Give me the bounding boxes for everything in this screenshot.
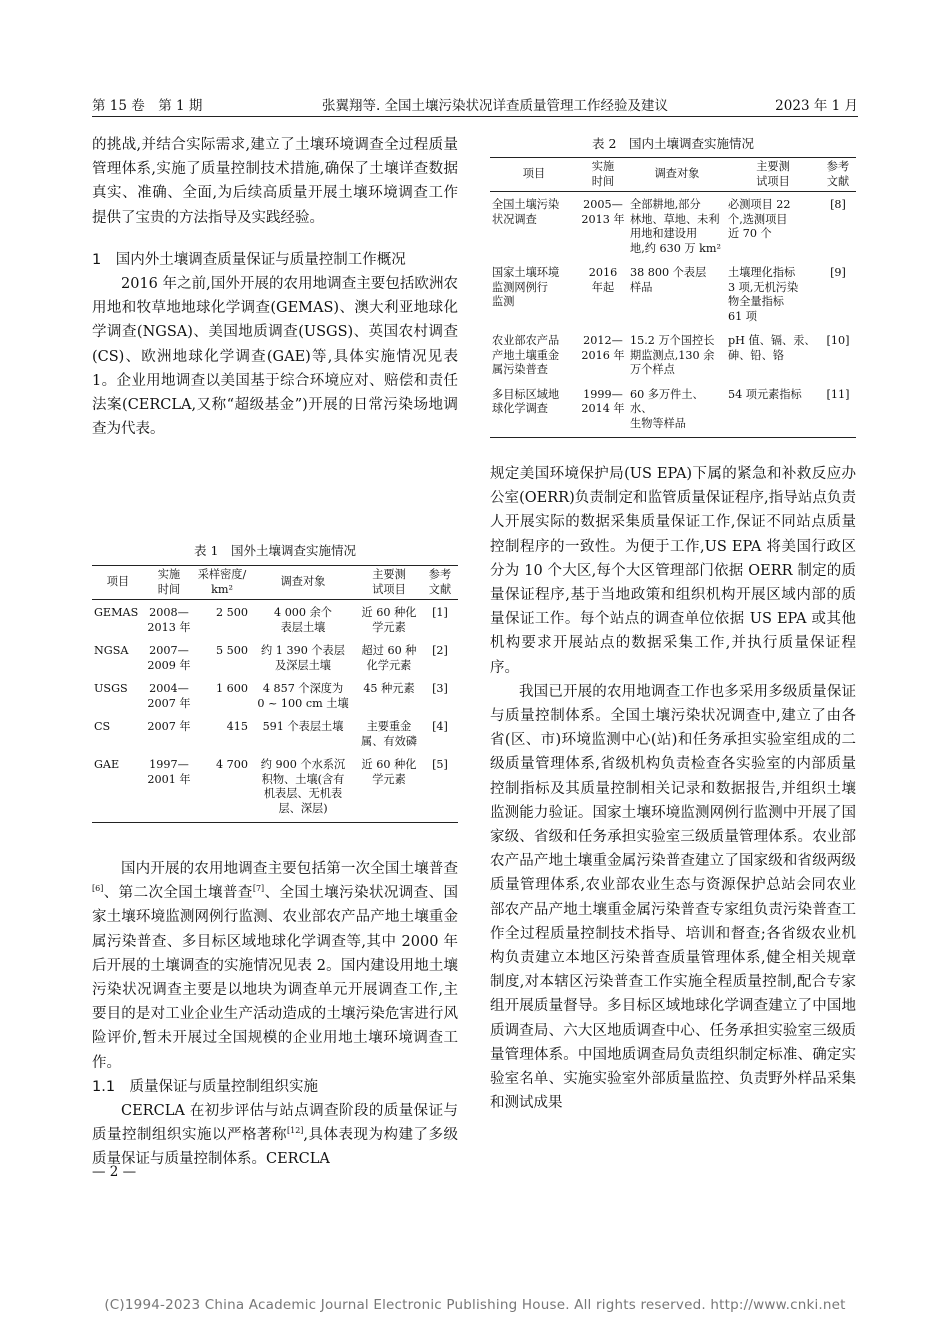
- table1-cell: NGSA: [94, 644, 129, 657]
- running-title: 张翼翔等. 全国土壤污染状况详查质量管理工作经验及建议: [321, 98, 669, 114]
- table1-header-2: 采样密度/ km²: [194, 566, 250, 600]
- table1-cell: 2008— 2013 年: [147, 606, 191, 634]
- table1-cell: 约 1 390 个表层 及深层土壤: [261, 644, 345, 672]
- table-row: [92, 600, 458, 638]
- citation-7: [7]: [252, 884, 265, 894]
- table2-cell: 农业部农产品 产地土壤重金 属污染普查: [492, 334, 560, 376]
- table2-cell: 土壤理化指标 3 项,无机污染 物全量指标 61 项: [728, 266, 799, 323]
- table2-cell: 全国土壤污染 状况调查: [492, 198, 560, 226]
- table1-cell: [4]: [432, 720, 448, 733]
- table2-header-2: 调查对象: [628, 158, 726, 192]
- left-column-top: [92, 133, 458, 441]
- table-row: [490, 380, 856, 438]
- table1-cell: 45 种元素: [363, 682, 415, 695]
- table1-cell: [3]: [432, 682, 448, 695]
- table2-cell: 2012— 2016 年: [581, 334, 625, 362]
- section-1-heading: 1 国内外土壤调查质量保证与质量控制工作概况: [92, 251, 406, 268]
- us-epa-paragraph: 规定美国环境保护局(US EPA)下属的紧急和补救反应办公室(OERR)负责制定和监管质量保证程序,指导站点负责人开展实际的数据采集质量保证工作,保证不同站点质量控制程序的一致性。为便于工作,US EPA 将美国行政区分为 10 个大区,每个大区管理部门依据 OERR 制定的质量保证程序,基于当地政策和组织机构开展区域内部的质量保证工作。每个站点的调查单位依据 US EPA 或其他机构要求开展站点的数据采集工作,并执行质量保证程序。: [490, 466, 856, 676]
- table1-cell: CS: [94, 720, 111, 733]
- table2-cell: 2016 年起: [588, 266, 618, 294]
- table2-cell: 54 项元素指标: [728, 387, 802, 401]
- table1-cell: 5 500: [215, 644, 248, 657]
- copyright-footer: (C)1994-2023 China Academic Journal Electronic Publishing House. All rights reserved. http://www.cnki.net: [104, 1297, 846, 1313]
- table1-cell: GEMAS: [94, 606, 139, 619]
- issue-date: 2023 年 1 月: [775, 98, 858, 114]
- left-column-bottom: [92, 857, 458, 1172]
- table2-cell: 38 800 个表层 样品: [630, 266, 707, 294]
- table-row: [92, 675, 458, 713]
- table1-cell: 4 700: [215, 758, 248, 771]
- section-1-1-heading: 1.1 质量保证与质量控制组织实施: [92, 1078, 319, 1095]
- table1-cell: 591 个表层土壤: [262, 720, 344, 733]
- table2: [490, 157, 856, 438]
- journal-volume: 第 15 卷 第 1 期: [92, 98, 203, 114]
- table1-cell: 2007— 2009 年: [147, 644, 191, 672]
- table1-caption: 表 1 国外土壤调查实施情况: [194, 543, 356, 558]
- table2-cell: 15.2 万个国控长 期监测点,130 余 万个样点: [630, 334, 715, 376]
- table1-cell: 2 500: [215, 606, 248, 619]
- table2-cell: [11]: [826, 387, 850, 401]
- header-rule: [92, 116, 858, 117]
- table1-cell: 2007 年: [147, 720, 191, 733]
- table1-header-4: 主要测 试项目: [356, 566, 422, 600]
- table1-header-5: 参考 文献: [422, 566, 458, 600]
- cercla-paragraph: CERCLA 在初步评估与站点调查阶段的质量保证与质量控制组织实施以严格著称[12],具体表现为构建了多级质量保证与质量控制体系。CERCLA: [92, 1103, 459, 1168]
- citation-12: [12]: [286, 1126, 304, 1136]
- section-1-paragraph: 2016 年之前,国外开展的农用地调查主要包括欧洲农用地和牧草地地球化学调查(GEMAS)、澳大利亚地球化学调查(NGSA)、美国地质调查(USGS)、英国农村调查(CS)、欧洲地球化学调查(GAE)等,具体实施情况见表 1。企业用地调查以美国基于综合环境应对、赔偿和责任法案(CERCLA,又称“超级基金”)开展的日常污染场地调查为代表。: [92, 276, 458, 438]
- china-qa-paragraph: 我国已开展的农用地调查工作也多采用多级质量保证与质量控制体系。全国土壤污染状况调查中,建立了由各省(区、市)环境监测中心(站)和任务承担实验室组成的二级质量管理体系,省级机构负责检查各实验室的内部质量控制指标及其质量控制相关记录和数据报告,并组织土壤监测能力验证。国家土壤环境监测网例行监测中开展了国家级、省级和任务承担实验室三级质量管理体系。农业部农产品产地土壤重金属污染普查建立了国家级和省级两级质量管理体系,农业部农业生态与资源保护总站会同农业部农产品产地土壤重金属污染普查专家组负责污染普查工作全过程质量控制技术指导、培训和督查;各省级农业机构负责建立本地区污染普查质量管理体系,健全相关规章制度,对本辖区污染普查工作实施全程质量控制,配合专家组开展质量督导。多目标区域地球化学调查建立了中国地质调查局、六大区地质调查中心、任务承担实验室三级质量管理体系。中国地质调查局负责组织制定标准、确定实验室名单、实施实验室外部质量监控、负责野外样品采集和测试成果: [490, 683, 856, 1112]
- table-row: [92, 713, 458, 751]
- table1-cell: USGS: [94, 682, 128, 695]
- right-column: [490, 462, 856, 1115]
- table2-cell: pH 值、镉、汞、 砷、铅、铬: [728, 334, 816, 362]
- table2-cell: 1999— 2014 年: [581, 387, 625, 415]
- table1-cell: 1997— 2001 年: [147, 758, 191, 786]
- table-row: [490, 192, 856, 259]
- table2-cell: [9]: [830, 266, 846, 279]
- domestic-survey-paragraph: 国内开展的农用地调查主要包括第一次全国土壤普查[6]、第二次全国土壤普查[7]、全国土壤污染状况调查、国家土壤环境监测网例行监测、农业部农产品产地土壤重金属污染普查、多目标区域地球化学调查等,其中 2000 年后开展的土壤调查的实施情况见表 2。国内建设用地土壤污染状况调查主要是以地块为调查单元开展调查工作,主要目的是对工业企业生产活动造成的土壤污染危害进行风险评价,暂未开展过全国规模的企业用地土壤环境调查工作。: [92, 861, 459, 1071]
- table2-header-0: 项目: [490, 158, 578, 192]
- table1-header-0: 项目: [92, 566, 144, 600]
- table1-cell: 1 600: [215, 682, 248, 695]
- table1-cell: 近 60 种化 学元素: [361, 606, 417, 634]
- table1-cell: [2]: [432, 644, 448, 657]
- table2-caption: 表 2 国内土壤调查实施情况: [592, 136, 754, 151]
- table1-header-3: 调查对象: [250, 566, 356, 600]
- table1-cell: 415: [226, 720, 248, 733]
- table2-cell: 60 多万件土、水、 生物等样品: [630, 387, 704, 430]
- table-row: [92, 751, 458, 823]
- table1-cell: 约 900 个水系沉 积物、土壤(含有 机表层、无机表 层、深层): [260, 758, 346, 815]
- intro-paragraph: 的挑战,并结合实际需求,建立了土壤环境调查全过程质量管理体系,实施了质量控制技术措施,确保了土壤详查数据真实、准确、全面,为后续高质量开展土壤环境调查工作提供了宝贵的方法指导及实践经验。: [92, 137, 458, 226]
- table1-cell: 超过 60 种 化学元素: [361, 644, 417, 672]
- table2-cell: 国家土壤环境 监测网例行 监测: [492, 266, 560, 308]
- table1-cell: 4 000 余个 表层土壤: [274, 606, 332, 634]
- table2-header-1: 实施 时间: [578, 158, 628, 192]
- table2-header-3: 主要测 试项目: [726, 158, 820, 192]
- table2-cell: [8]: [830, 198, 846, 211]
- table2-cell: 多目标区域地 球化学调查: [492, 387, 560, 415]
- table1-header-1: 实施 时间: [144, 566, 194, 600]
- table1-cell: GAE: [94, 758, 120, 771]
- table-row: [490, 258, 856, 326]
- table1-cell: 2004— 2007 年: [147, 682, 191, 710]
- table1-cell: [5]: [432, 758, 448, 771]
- table-row: [490, 326, 856, 380]
- page-number: — 2 —: [92, 1164, 137, 1180]
- table2-cell: [10]: [826, 334, 850, 347]
- table1-cell: 主要重金 属、有效磷: [361, 720, 417, 748]
- table2-cell: 全部耕地,部分 林地、草地、未利 用地和建设用 地,约 630 万 km²: [630, 198, 722, 255]
- table2-cell: 必测项目 22 个,选测项目 近 70 个: [728, 198, 791, 240]
- table2-header-4: 参考 文献: [820, 158, 856, 192]
- table1: [92, 565, 458, 823]
- table2-cell: 2005— 2013 年: [581, 198, 625, 226]
- citation-6: [6]: [92, 884, 104, 894]
- table-row: [92, 637, 458, 675]
- table1-cell: [1]: [432, 606, 448, 619]
- table1-cell: 4 857 个深度为 0 ~ 100 cm 土壤: [257, 682, 349, 710]
- table1-cell: 近 60 种化 学元素: [361, 758, 417, 786]
